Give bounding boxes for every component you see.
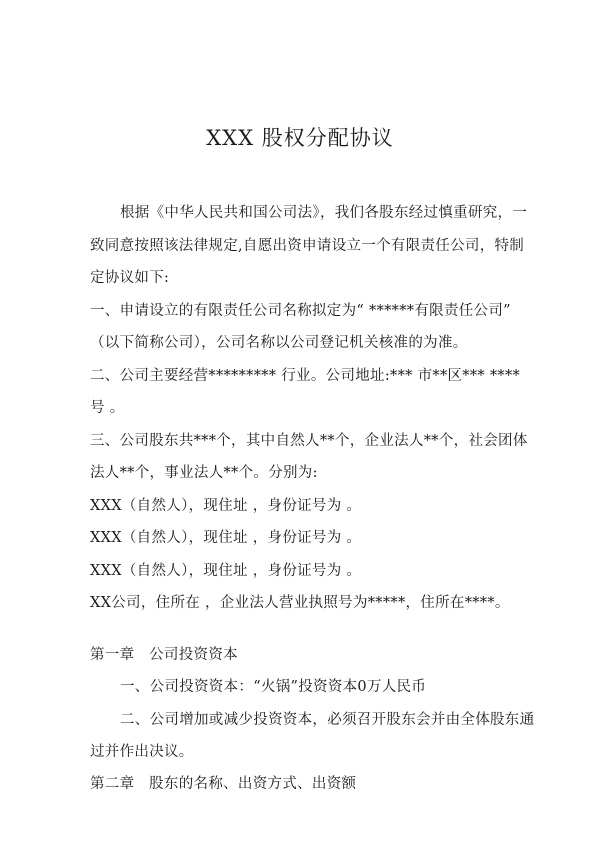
paragraph-intro-line-2: 致同意按照该法律规定,自愿出资申请设立一个有限责任公司，特制	[90, 238, 525, 254]
clause-3-line-1: 三、公司股东共***个，其中自然人**个，企业法人**个，社会团体	[90, 433, 528, 449]
clause-2-line-2: 号 。	[90, 400, 125, 416]
clause-1-line-2: （以下简称公司），公司名称以公司登记机关核准的为准。	[90, 335, 468, 351]
chapter-1-item-2-line-1: 二、公司增加或减少投资资本，必须召开股东会并由全体股东通	[120, 712, 535, 728]
shareholder-line-1: XXX（自然人），现住址 ，身份证号为 。	[90, 498, 362, 514]
chapter-1-item-1: 一、公司投资资本：“火锅”投资资本0万人民币	[120, 679, 427, 695]
chapter-2-heading: 第二章 股东的名称、出资方式、出资额	[90, 776, 357, 792]
clause-3-line-2: 法人**个，事业法人**个。分别为:	[90, 465, 318, 481]
shareholder-line-2: XXX（自然人），现住址 ，身份证号为 。	[90, 530, 362, 546]
chapter-1-heading: 第一章 公司投资资本	[90, 647, 238, 663]
document-title: XXX 股权分配协议	[206, 126, 394, 150]
chapter-1-item-2-line-2: 过并作出决议。	[90, 744, 194, 760]
paragraph-intro-line-3: 定协议如下:	[90, 270, 170, 286]
shareholder-line-3: XXX（自然人），现住址 ，身份证号为 。	[90, 563, 362, 579]
clause-2-line-1: 二、公司主要经营********* 行业。公司地址:*** 市**区*** ****	[90, 368, 521, 384]
paragraph-intro-line-1: 根据《中华人民共和国公司法》，我们各股东经过慎重研究，一	[120, 205, 528, 221]
shareholder-company-line: XX公司，住所在 ，企业法人营业执照号为*****，住所在****。	[90, 595, 510, 611]
clause-1-line-1: 一、申请设立的有限责任公司名称拟定为“ ******有限责任公司”	[90, 303, 511, 319]
